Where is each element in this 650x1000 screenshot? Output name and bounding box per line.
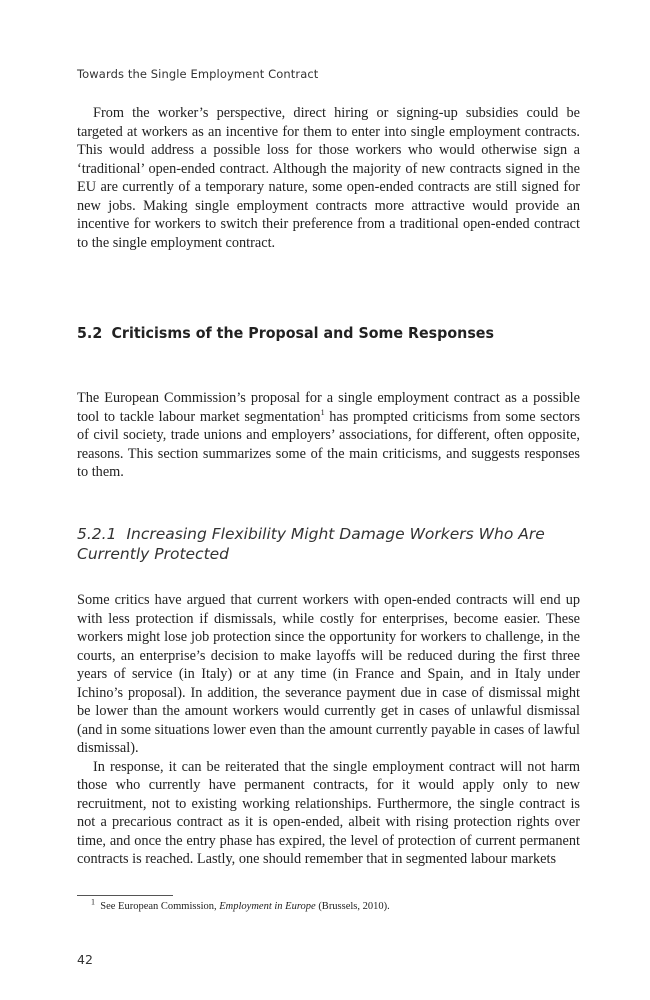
intro-paragraph-block	[77, 104, 580, 252]
subsection-paragraph-1: Some critics have argued that current workers with open-ended contracts will end up with less protection if dismissals, while costly for enterprises, become easier. These workers might lose job protection since the opportunity for workers to challenge, in the courts, an enterprise’s decision to make layoffs will be reduced during the first three years of service (in Italy) or at any time (in France and Spain, and in Italy under Ichino’s proposal). In addition, the severance payment due in case of dismissal might be lower than the amount workers would currently get in cases of unlawful dismissal (and in some situations lower even than the amount currently payable in cases of lawful dismissal).	[77, 592, 580, 756]
subsection-title: Increasing Flexibility Might Damage Workers Who Are Currently Protected	[77, 525, 545, 563]
section-heading	[77, 324, 540, 342]
page-number: 42	[77, 952, 93, 967]
footnote-text-end: (Brussels, 2010).	[315, 901, 390, 912]
subsection-number: 5.2.1	[77, 525, 117, 543]
subsection-paragraph-2: In response, it can be reiterated that the single employment contract will not harm those who currently have permanent contracts, for it would apply only to new recruitment, not to existing working relationships. Furthermore, the single contract is not a precarious contract as it is open-ended, albeit with rising protection rights over time, and once the entry phase has expired, the level of protection of current permanent contracts is reached. Lastly, one should remember that in segmented labour markets	[77, 758, 580, 867]
footnote-divider	[77, 895, 173, 896]
subsection-heading	[77, 524, 580, 564]
section-paragraph-text: The European Commission’s proposal for a single employment contract as a possible tool to tackle labour market segmentation	[77, 390, 580, 425]
footnote-text: See European Commission,	[100, 901, 220, 912]
footnote-reference: 1	[320, 407, 325, 417]
footnote-mark: 1	[91, 897, 95, 907]
section-paragraph	[77, 389, 580, 482]
section-number: 5.2	[77, 324, 103, 342]
section-paragraph-block	[77, 389, 580, 482]
footnote	[91, 897, 571, 912]
section-paragraph-continuation: has prompted criticisms from some sectors of civil society, trade unions and employers’ associations, for different, often opposite, reasons. This section summarizes some of the main criticisms, and suggests responses to them.	[77, 408, 581, 480]
running-head: Towards the Single Employment Contract	[77, 67, 319, 81]
subsection-paragraphs-block	[77, 591, 580, 869]
intro-paragraph: From the worker’s perspective, direct hiring or signing-up subsidies could be targeted at workers as an incentive for them to enter into single employment contracts. This would address a possible loss for those workers who would otherwise sign a ‘traditional’ open-ended contract. Although the majority of new contracts signed in the EU are currently of a temporary nature, some open-ended contracts are still signed for new jobs. Making single employment contracts more attractive would provide an incentive for workers to switch their preference from a traditional open-ended contract to the single employment contract.	[77, 105, 580, 251]
footnote-title: Employment in Europe	[219, 901, 316, 912]
section-title: Criticisms of the Proposal and Some Responses	[111, 324, 494, 342]
